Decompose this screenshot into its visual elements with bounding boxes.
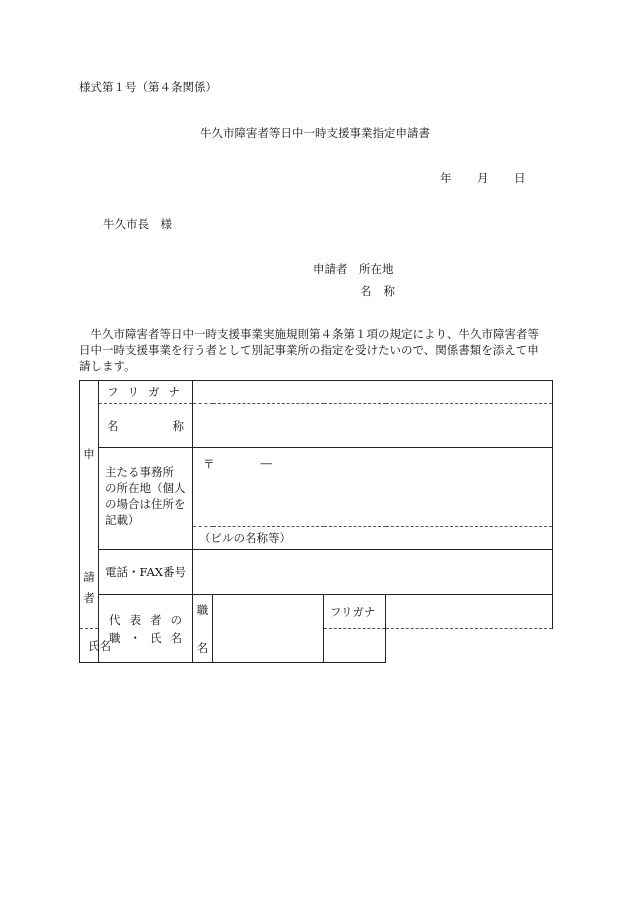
name-label: 名 称 <box>99 404 193 448</box>
body-line-1: 牛久市障害者等日中一時支援事業実施規則第４条第１項の規定により、牛久市障害者等 <box>79 327 539 341</box>
form-id: 様式第１号（第４条関係） <box>79 80 217 94</box>
office-address-label: 主たる事務所 の所在地（個人 の場合は住所を 記載） <box>99 448 193 550</box>
date-year: 年 <box>440 171 452 185</box>
date-line <box>440 170 526 186</box>
position-label: 職 名 <box>193 595 213 663</box>
side-label-cell <box>80 381 99 527</box>
document-title: 牛久市障害者等日中一時支援事業指定申請書 <box>200 126 430 140</box>
furigana-field[interactable] <box>193 381 553 404</box>
postal-code <box>199 456 546 472</box>
date-month: 月 <box>477 171 489 185</box>
side-label-2: 請 <box>83 570 95 585</box>
applicant-name-label: 名称 <box>360 284 407 298</box>
side-label-1: 申 <box>83 446 95 461</box>
body-line-2: 日中一時支援事業を行う者として別記事業所の指定を受けたいので、関係書類を添えて申 <box>79 343 539 357</box>
office-address-field[interactable] <box>193 448 553 527</box>
date-day: 日 <box>514 171 526 185</box>
rep-name-field[interactable] <box>324 629 386 663</box>
phone-fax-field[interactable] <box>193 550 553 595</box>
postal-mark: 〒 <box>203 457 215 471</box>
furigana-label: フ リ ガ ナ <box>99 381 193 404</box>
applicant-address-label: 申請者 所在地 <box>313 262 394 276</box>
rep-furigana-label: フリガナ <box>324 595 386 629</box>
representative-label: 代 表 者 の 職 ・ 氏 名 <box>99 595 193 663</box>
position-field[interactable] <box>213 595 324 663</box>
phone-fax-label: 電話・FAX番号 <box>99 550 193 595</box>
body-text <box>79 326 555 374</box>
rep-name-label: 氏 名 <box>80 629 99 663</box>
application-table <box>79 380 553 663</box>
building-label: （ビルの名称等） <box>199 531 291 545</box>
building-field[interactable] <box>193 527 553 550</box>
rep-furigana-field[interactable] <box>386 595 553 629</box>
addressee: 牛久市長 様 <box>103 217 172 231</box>
body-line-3: 請します。 <box>79 359 136 373</box>
side-label-cell-2 <box>80 527 99 629</box>
name-field[interactable] <box>193 404 553 448</box>
side-label-3: 者 <box>83 591 95 605</box>
postal-dash: ― <box>260 456 272 470</box>
